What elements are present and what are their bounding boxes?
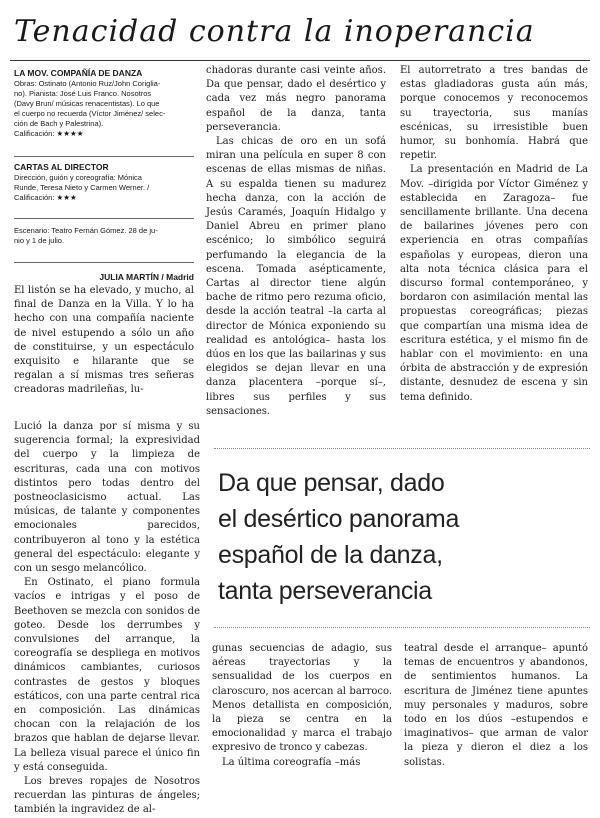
paragraph: El listón se ha elevado, y mucho, al final de Danza en la Villa. Y lo ha hecho con una compañía naciente de nivel estupendo a sólo un año de constituirse, y un espectáculo exquisito e hilarante que se regalan a sí mismas tres señeras creadoras madrileñas, lu- xyxy=(14,285,194,396)
credits-divider xyxy=(14,262,194,263)
pull-quote-line: Da que pensar, dado xyxy=(218,469,445,497)
article-column-1-bottom xyxy=(14,420,200,816)
credits-line: no). Pianista: José Luis Franco. Nosotros xyxy=(14,89,152,98)
article-column-3-top xyxy=(400,64,588,403)
credits-block-cartas xyxy=(14,162,194,214)
article-column-3-bottom xyxy=(404,642,588,810)
pull-quote-line: tanta perseverancia xyxy=(218,577,432,605)
article-column-2-top xyxy=(206,64,386,417)
article-column-2-bottom xyxy=(212,642,392,810)
credits-line: el cuerpo no recuerda (Víctor Jiménez/ selec- xyxy=(14,109,166,118)
paragraph: El autorretrato a tres bandas de estas gladiadoras gusta aún más, porque conocemos y reconocemos su trayectoria, sus manías escénicas, su irresistible buen humor, su bonhomía. Habrá que repetir. xyxy=(400,65,588,162)
credits-block-venue xyxy=(14,226,194,250)
credits-divider xyxy=(14,156,194,157)
credits-line: nio y 1 de julio. xyxy=(14,236,65,245)
pull-quote-line: español de la danza, xyxy=(218,541,443,569)
paragraph: En Ostinato, el piano formula vacíos e intrigas y el poso de Beethoven se mezcla con sonidos de goteo. Desde los derrumbes y convulsiones del arranque, la coreografía se despliega en motivos dinámicos cambiantes, curiosos contrastes de gestos y bloques estáticos, con una parte central rica en composición. Las dinámicas chocan con la relajación de los brazos que hablan de dejarse llevar. La belleza visual parece el único fin y está conseguida. xyxy=(14,577,200,773)
paragraph: La última coreografía –más xyxy=(222,756,361,768)
byline: JULIA MARTÍN / Madrid xyxy=(99,272,194,282)
headline: Tenacidad contra la inoperancia xyxy=(14,14,535,49)
article-column-1-top xyxy=(14,284,194,400)
pull-quote-text xyxy=(218,465,588,625)
credits-line: (Davy Brun/ músicas renacentistas). Lo que xyxy=(14,99,160,108)
headline-rule xyxy=(10,60,590,61)
paragraph: teatral desde el arranque– apuntó temas de encuentros y abandonos, de sentimientos humanos. La escritura de Jiménez tiene apuntes muy personales y maduros, sobre todo en los dúos –estupendos e imaginativos– que arman de valor la pieza y dieron el diez a los solistas. xyxy=(404,643,588,768)
pull-quote xyxy=(214,448,590,628)
paragraph: Los breves ropajes de Nosotros recuerdan las pinturas de ángeles; también la ingravidez de al- xyxy=(14,776,200,816)
credits-divider xyxy=(14,218,194,219)
credits-line: ción de Bach y Palestrina). xyxy=(14,119,104,128)
paragraph: Lució la danza por sí misma y su sugerencia formal; la expresividad del cuerpo y la limpieza de escrituras, cada una con motivos distintos pero todas dentro del postneoclasicismo actual. Las músicas, de talante y componentes emocionales parecidos, contribuyeron al tono y la estética general del espectáculo: elegante y con un sesgo melancólico. xyxy=(14,421,200,575)
credits-line: Runde, Teresa Nieto y Carmen Werner. / xyxy=(14,183,150,192)
credits-rating: Calificación: ★★★ xyxy=(14,193,77,202)
paragraph: La presentación en Madrid de La Mov. –dirigida por Víctor Giménez y establecida en Zaragoza– fue sencillamente brillante. Una decena de bailarines jóvenes pero con experiencia en otras compañías españolas y europeas, dieron una alta nota técnica clásica para el discurso formal contemporáneo, y bordaron con asimilación mental las propuestas coreográficas; piezas que compartían una misma idea de escritura estética, y el mismo fin de hablar con el movimiento: en una órbita de abstracción y de expresión distante, desnudez de escena y sin tema definido. xyxy=(400,164,588,403)
credits-block-la-mov xyxy=(14,68,194,152)
credits-title-cartas: CARTAS AL DIRECTOR xyxy=(14,162,109,172)
credits-rating: Calificación: ★★★★ xyxy=(14,129,84,138)
paragraph: gunas secuencias de adagio, sus aéreas trayectorias y la sensualidad de los cuerpos en claroscuro, nos acercan al barroco. Menos detallista en composición, la pieza se centra en la emocionalidad y marca el trabajo expresivo de tronco y cabezas. xyxy=(212,643,392,754)
credits-line: Obras: Ostinato (Antonio Ruz/John Coriglia- xyxy=(14,79,161,88)
paragraph: Las chicas de oro en un sofá miran una película en super 8 con escenas de ellas mismas de niñas. A su espalda tienen su madurez hecha danza, con la acción de Jesús Caramés, Joaquín Hidalgo y Daniel Abreu en primer plano escénico; lo simbólico seguirá perfumando la elegancia de la escena. Tomada asépticamente, Cartas al director tiene algún bache de ritmo pero rezuma oficio, desde la acción teatral –la carta al director de Mónica exponiendo su realidad es antológica– hasta los dúos en los que las bailarinas y sus elegidos se dejan llevar en una danza placentera –porque sí–, libres sus perfiles y sus sensaciones. xyxy=(206,136,386,417)
pull-quote-line: el desértico panorama xyxy=(218,505,460,533)
paragraph: chadoras durante casi veinte años. Da que pensar, dado el desértico y cada vez más negro panorama español de la danza, tanta perseverancia. xyxy=(206,65,386,133)
credits-title-la-mov: LA MOV. COMPAÑÍA DE DANZA xyxy=(14,68,143,78)
credits-line: Escenario: Teatro Fernán Gómez. 28 de ju- xyxy=(14,226,158,235)
credits-line: Dirección, guión y coreografía: Mónica xyxy=(14,173,142,182)
